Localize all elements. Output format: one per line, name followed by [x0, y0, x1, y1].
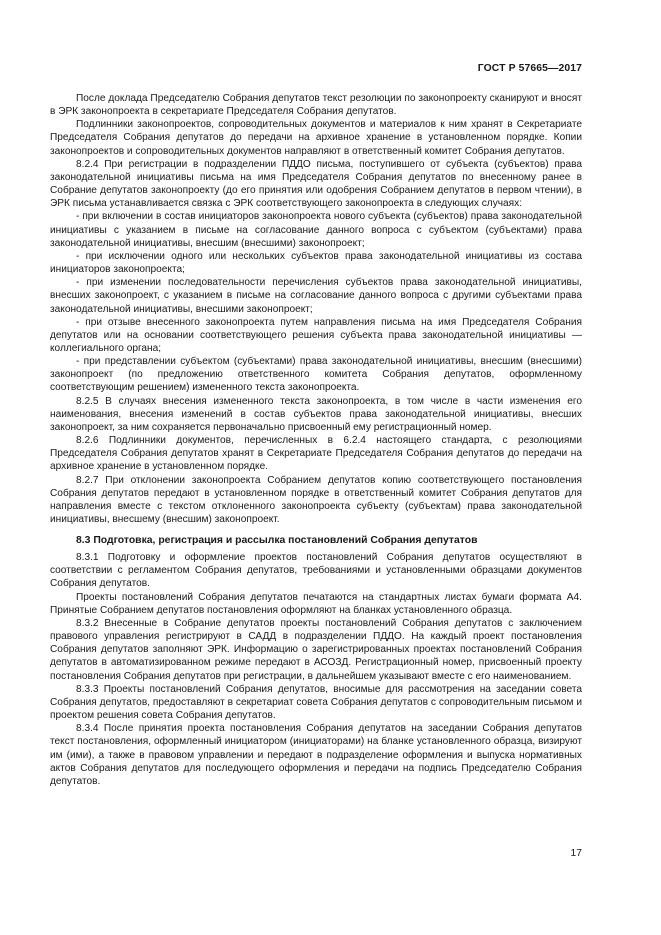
document-body — [50, 92, 582, 788]
paragraph-8-2-6: 8.2.6 Подлинники документов, перечисленных в 6.2.4 настоящего стандарта, с резолюциями Председателя Собрания депутатов хранят в Секретариате Председателя Собрания депутатов до передачи на архивное хранение в установленном порядке. — [50, 435, 582, 473]
paragraph-8-2-7: 8.2.7 При отклонении законопроекта Собранием депутатов копию соответствующего постановления Собрания депутатов передают в установленном порядке в ответственный комитет Собрания депутатов для направления вместе с текстом отклоненного законопроекта субъекту (субъектам) права законодательной инициативы, внесшему (внесшим) законопроект. — [50, 474, 582, 525]
paragraph-8-3-1: 8.3.1 Подготовку и оформление проектов постановлений Собрания депутатов осуществляют в соответствии с регламентом Собрания депутатов, требованиями и установленными образцами документов Собрания депутатов. — [50, 552, 582, 590]
list-item-withdraw: - при отзыве внесенного законопроекта путем направления письма на имя Председателя Собрания депутатов или на основании соответствующего решения субъекта права законодательной инициативы — коллегиального органа; — [50, 316, 582, 354]
paragraph-8-3-4: 8.3.4 После принятия проекта постановления Собрания депутатов на заседании Собрания депутатов текст постановления, оформленный инициатором (инициаторами) на бланке установленного образца, визируют им (ими), а также в правовом управлении и передают в подразделение оформления и выпуска нормативных актов Собрания депутатов для последующего оформления и передачи на подпись Председателю Собрания депутатов. — [50, 723, 582, 787]
page-number: 17 — [570, 848, 582, 859]
paragraph-a4-format: Проекты постановлений Собрания депутатов печатаются на стандартных листах бумаги формата А4. Принятые Собранием депутатов постановления оформляют на бланках установленного образца. — [50, 591, 582, 616]
section-heading-8-3: 8.3 Подготовка, регистрация и рассылка постановлений Собрания депутатов — [76, 535, 478, 547]
list-item-change-order: - при изменении последовательности перечисления субъектов права законодательной инициативы, внесших законопроект, с указанием в письме на согласование данного вопроса с другими субъектами права законодательной инициативы, внесшими законопроект; — [50, 277, 582, 315]
list-item-changed-text: - при представлении субъектом (субъектами) права законодательной инициативы, внесшим (внесшими) законопроект (по предложению ответственного комитета Собрания депутатов, оформленному соответствующим решением) измененного текста законопроекта. — [50, 356, 582, 394]
paragraph-originals-storage: Подлинники законопроектов, сопроводительных документов и материалов к ним хранят в Секретариате Председателя Собрания депутатов до передачи на архивное хранение в установленном порядке. Копии законопроектов и сопроводительных документов направляют в ответственный комитет Собрания депутатов. — [50, 119, 582, 157]
paragraph-8-3-3: 8.3.3 Проекты постановлений Собрания депутатов, вносимые для рассмотрения на заседании совета Собрания депутатов, предоставляют в секретариат совета Собрания депутатов с сопроводительным письмом и проектом решения совета Собрания депутатов. — [50, 683, 582, 722]
standard-code-header: ГОСТ Р 57665—2017 — [477, 63, 582, 74]
paragraph-8-3-2: 8.3.2 Внесенные в Собрание депутатов проекты постановлений Собрания депутатов с заключением правового управления регистрируют в САДД в подразделении ПДДО. На каждый проект постановления Собрания депутатов заполняют ЭРК. Информацию о зарегистрированных проектах постановлений Собрания депутатов в автоматизированном режиме передают в АСОЗД. Регистрационный номер, присвоенный проекту постановления Собрания депутатов при регистрации, в дальнейшем указывают вместе с его наименованием. — [50, 617, 582, 682]
paragraph-8-2-4: 8.2.4 При регистрации в подразделении ПДДО письма, поступившего от субъекта (субъектов) права законодательной инициативы письма на имя Председателя Собрания депутатов по внесенному ранее в Собрание депутатов законопроекту (до его принятия или одобрения Собранием депутатов в первом чтении), в ЭРК письма устанавливается связка с ЭРК соответствующего законопроекта в следующих случаях: — [50, 158, 582, 210]
list-item-add-initiator: - при включении в состав инициаторов законопроекта нового субъекта (субъектов) права законодательной инициативы с указанием в письме на согласование данного вопроса с субъектом (субъектами) права законодательной инициативы, внесшим (внесшими) законопроект; — [50, 211, 582, 249]
paragraph-resolution-scan: После доклада Председателю Собрания депутатов текст резолюции по законопроекту сканируют и вносят в ЭРК законопроекта в секретариате Председателя Собрания депутатов. — [50, 93, 582, 118]
list-item-exclude-initiator: - при исключении одного или нескольких субъектов права законодательной инициативы из состава инициаторов законопроекта; — [50, 250, 582, 276]
paragraph-8-2-5: 8.2.5 В случаях внесения измененного текста законопроекта, в том числе в части изменения его наименования, внесения изменений в состав субъектов права законодательной инициативы, внесших законопроект, за ним сохраняется первоначально присвоенный ему регистрационный номер. — [50, 395, 582, 433]
